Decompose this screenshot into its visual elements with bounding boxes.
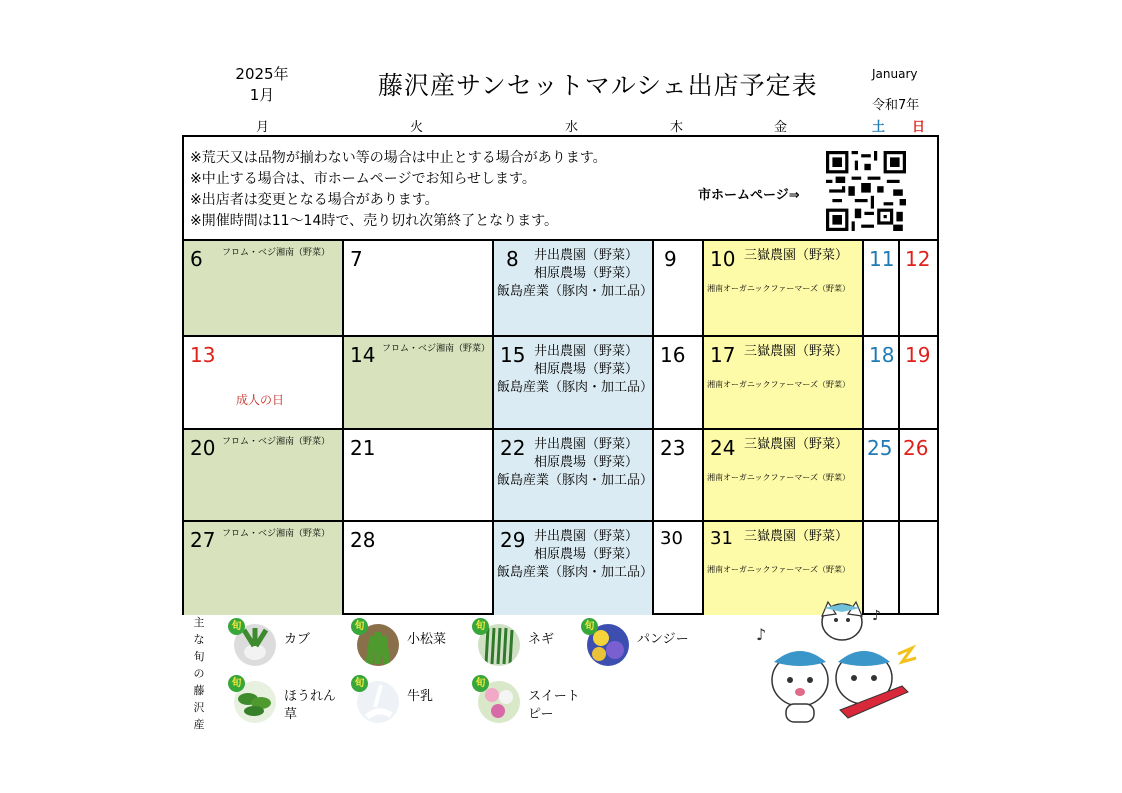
day-cell[interactable] <box>864 241 900 337</box>
seasonal-name: 小松菜 <box>407 632 447 647</box>
day-number: 9 <box>664 247 677 271</box>
day-cell[interactable] <box>494 522 654 615</box>
seasonal-title: 主な旬の藤沢産 <box>193 616 205 731</box>
day-cell[interactable] <box>184 522 344 615</box>
day-number: 7 <box>350 247 363 271</box>
vendor-ide: 井出農園（野菜） <box>534 437 639 452</box>
weekday-thu: 木 <box>670 120 684 135</box>
weekday-tue: 火 <box>410 120 424 135</box>
weekday-mon: 月 <box>256 120 270 135</box>
svg-text:♪: ♪ <box>872 608 881 624</box>
day-cell[interactable] <box>900 241 939 337</box>
notice-box <box>182 135 939 241</box>
day-number: 13 <box>190 343 216 367</box>
vendor-ide: 井出農園（野菜） <box>534 248 639 263</box>
vendor-mitake: 三嶽農園（野菜） <box>744 344 849 359</box>
vendor-iijima: 飯島産業（豚肉・加工品） <box>497 473 654 488</box>
day-cell[interactable] <box>864 337 900 430</box>
vendor-organic: 湘南オーガニックファーマーズ（野菜） <box>707 284 850 293</box>
day-number: 31 <box>710 528 733 549</box>
day-number: 16 <box>660 343 686 367</box>
day-number: 24 <box>710 436 736 460</box>
day-number: 29 <box>500 528 526 552</box>
seasonal-name: ネギ <box>528 632 555 647</box>
holiday-label: 成人の日 <box>236 393 285 407</box>
qr-code-icon[interactable] <box>826 151 906 231</box>
seasonal-name: カブ <box>284 632 311 647</box>
vendor-aihara: 相原農場（野菜） <box>534 547 639 562</box>
day-number: 25 <box>867 436 893 460</box>
season-badge: 旬 <box>228 618 245 635</box>
weekday-sat: 土 <box>872 120 886 135</box>
day-cell[interactable] <box>344 337 494 430</box>
vendor-aihara: 相原農場（野菜） <box>534 362 639 377</box>
season-badge: 旬 <box>228 675 245 692</box>
day-number: 6 <box>190 247 203 271</box>
note-line: ※出店者は変更となる場合があります。 <box>190 192 439 208</box>
year-label: 2025年 <box>235 65 289 83</box>
day-cell[interactable] <box>654 337 704 430</box>
season-badge: 旬 <box>472 675 489 692</box>
day-number: 18 <box>869 343 895 367</box>
vendor-ide: 井出農園（野菜） <box>534 529 639 544</box>
month-label: 1月 <box>249 86 275 104</box>
vendor-aihara: 相原農場（野菜） <box>534 455 639 470</box>
day-number: 17 <box>710 343 736 367</box>
day-cell[interactable] <box>654 430 704 522</box>
mascot-illustration <box>752 600 922 730</box>
vendor-mitake: 三嶽農園（野菜） <box>744 248 849 263</box>
day-cell[interactable] <box>494 430 654 522</box>
vendor-from-veggie: フロム・ベジ湘南（野菜） <box>382 344 491 354</box>
vendor-from-veggie: フロム・ベジ湘南（野菜） <box>222 437 331 447</box>
season-badge: 旬 <box>581 618 598 635</box>
vendor-organic: 湘南オーガニックファーマーズ（野菜） <box>707 473 850 482</box>
seasonal-name: スイートピー <box>528 689 580 722</box>
vendor-iijima: 飯島産業（豚肉・加工品） <box>497 380 654 395</box>
day-cell[interactable] <box>184 337 344 430</box>
day-number: 30 <box>660 528 683 549</box>
day-cell[interactable] <box>704 241 864 337</box>
season-badge: 旬 <box>351 618 368 635</box>
day-cell[interactable] <box>344 522 494 615</box>
vendor-mitake: 三嶽農園（野菜） <box>744 529 849 544</box>
day-number: 22 <box>500 436 526 460</box>
note-line: ※開催時間は11～14時で、売り切れ次第終了となります。 <box>190 213 558 229</box>
day-number: 27 <box>190 528 216 552</box>
svg-text:♪: ♪ <box>756 625 767 644</box>
seasonal-name: パンジー <box>637 632 689 647</box>
weekday-sun: 日 <box>912 120 926 135</box>
seasonal-name: 牛乳 <box>407 689 434 704</box>
day-cell[interactable] <box>864 430 900 522</box>
season-badge: 旬 <box>472 618 489 635</box>
day-cell[interactable] <box>654 241 704 337</box>
seasonal-name: ほうれん草 <box>284 689 337 722</box>
day-cell[interactable] <box>704 430 864 522</box>
day-number: 19 <box>905 343 931 367</box>
vendor-mitake: 三嶽農園（野菜） <box>744 437 849 452</box>
day-number: 11 <box>869 247 895 271</box>
day-cell[interactable] <box>900 430 939 522</box>
day-number: 10 <box>710 247 736 271</box>
day-cell[interactable] <box>900 337 939 430</box>
day-cell[interactable] <box>494 241 654 337</box>
vendor-from-veggie: フロム・ベジ湘南（野菜） <box>222 248 331 258</box>
vendor-from-veggie: フロム・ベジ湘南（野菜） <box>222 529 331 539</box>
day-number: 21 <box>350 436 376 460</box>
note-line: ※中止する場合は、市ホームページでお知らせします。 <box>190 171 536 187</box>
vendor-aihara: 相原農場（野菜） <box>534 266 639 281</box>
weekday-wed: 水 <box>565 120 579 135</box>
day-cell[interactable] <box>704 337 864 430</box>
day-cell[interactable] <box>654 522 704 615</box>
page-title: 藤沢産サンセットマルシェ出店予定表 <box>378 71 818 100</box>
vendor-iijima: 飯島産業（豚肉・加工品） <box>497 284 654 299</box>
day-number: 20 <box>190 436 216 460</box>
vendor-organic: 湘南オーガニックファーマーズ（野菜） <box>707 565 850 574</box>
day-number: 12 <box>905 247 931 271</box>
month-en: January <box>872 67 918 81</box>
day-number: 28 <box>350 528 376 552</box>
day-cell[interactable] <box>494 337 654 430</box>
vendor-organic: 湘南オーガニックファーマーズ（野菜） <box>707 380 850 389</box>
day-cell[interactable] <box>344 430 494 522</box>
day-cell[interactable] <box>344 241 494 337</box>
day-number: 8 <box>506 247 519 271</box>
day-number: 23 <box>660 436 686 460</box>
vendor-ide: 井出農園（野菜） <box>534 344 639 359</box>
day-cell[interactable] <box>184 241 344 337</box>
day-cell[interactable] <box>184 430 344 522</box>
city-homepage-link[interactable]: 市ホームページ⇒ <box>698 188 800 203</box>
vendor-iijima: 飯島産業（豚肉・加工品） <box>497 565 654 580</box>
year-month <box>228 64 296 106</box>
note-line: ※荒天又は品物が揃わない等の場合は中止とする場合があります。 <box>190 150 607 166</box>
day-number: 26 <box>903 436 929 460</box>
day-number: 15 <box>500 343 526 367</box>
season-badge: 旬 <box>351 675 368 692</box>
weekday-fri: 金 <box>774 120 788 135</box>
era-year: 令和7年 <box>872 98 920 113</box>
day-number: 14 <box>350 343 376 367</box>
calendar-grid <box>182 241 939 615</box>
